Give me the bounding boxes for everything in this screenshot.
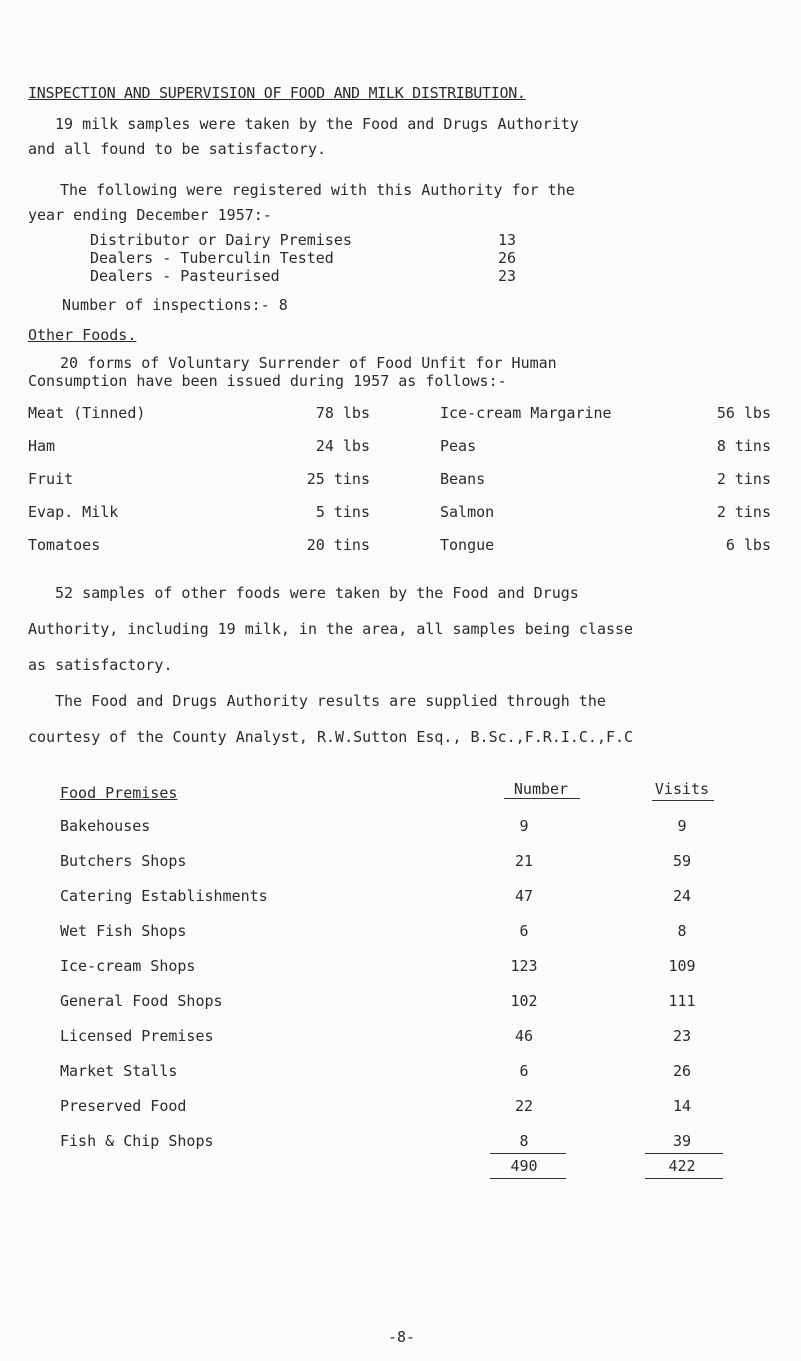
other-foods-heading: Other Foods.: [28, 326, 137, 344]
surrender-quantity: 20 tins: [306, 536, 370, 554]
samples-line-2: Authority, including 19 milk, in the area, all samples being classe: [28, 620, 634, 638]
registration-value: 26: [498, 249, 517, 267]
premises-visits: 8: [677, 922, 687, 940]
premises-number: 102: [510, 992, 538, 1010]
premises-visits: 39: [672, 1132, 692, 1150]
surrender-quantity: 2 tins: [716, 470, 771, 488]
premises-visits: 59: [672, 852, 692, 870]
header-underline: [652, 800, 714, 801]
premises-visits: 109: [668, 957, 696, 975]
premises-name: Bakehouses: [60, 817, 151, 835]
surrender-quantity: 78 lbs: [315, 404, 370, 422]
inspections-count: Number of inspections:- 8: [62, 296, 288, 314]
registration-label: Dealers - Pasteurised: [90, 267, 280, 285]
premises-number: 21: [514, 852, 534, 870]
column-header-number: Number: [513, 780, 569, 798]
registered-line-1: The following were registered with this Authority for the: [60, 181, 575, 199]
milk-samples-line-2: and all found to be satisfactory.: [28, 140, 327, 158]
registration-label: Dealers - Tuberculin Tested: [90, 249, 334, 267]
surrender-item: Tongue: [440, 536, 495, 554]
premises-number: 8: [519, 1132, 529, 1150]
surrender-item: Tomatoes: [28, 536, 101, 554]
total-rule-bottom: [490, 1178, 566, 1179]
surrender-quantity: 2 tins: [716, 503, 771, 521]
surrender-item: Fruit: [28, 470, 74, 488]
premises-name: Ice-cream Shops: [60, 957, 196, 975]
courtesy-line-2: courtesy of the County Analyst, R.W.Sutton Esq., B.Sc.,F.R.I.C.,F.C: [28, 728, 634, 746]
premises-name: Market Stalls: [60, 1062, 178, 1080]
surrender-item: Ham: [28, 437, 56, 455]
premises-name: Preserved Food: [60, 1097, 187, 1115]
surrender-item: Salmon: [440, 503, 495, 521]
premises-number: 9: [519, 817, 529, 835]
premises-number: 6: [519, 1062, 529, 1080]
premises-visits: 23: [672, 1027, 692, 1045]
column-header-visits: Visits: [654, 780, 710, 798]
premises-name: Licensed Premises: [60, 1027, 214, 1045]
total-visits: 422: [668, 1157, 696, 1175]
premises-visits: 14: [672, 1097, 692, 1115]
premises-number: 47: [514, 887, 534, 905]
premises-number: 6: [519, 922, 529, 940]
premises-number: 123: [510, 957, 538, 975]
surrender-quantity: 25 tins: [306, 470, 370, 488]
premises-number: 22: [514, 1097, 534, 1115]
surrender-quantity: 5 tins: [315, 503, 370, 521]
milk-samples-line-1: 19 milk samples were taken by the Food and Drugs Authority: [55, 115, 579, 133]
surrender-item: Ice-cream Margarine: [440, 404, 612, 422]
page-number: -8-: [388, 1328, 416, 1346]
surrender-item: Evap. Milk: [28, 503, 119, 521]
surrender-quantity: 24 lbs: [315, 437, 370, 455]
surrender-intro-line-2: Consumption have been issued during 1957 as follows:-: [28, 372, 507, 390]
premises-number: 46: [514, 1027, 534, 1045]
section-heading: INSPECTION AND SUPERVISION OF FOOD AND MILK DISTRIBUTION.: [28, 84, 526, 102]
surrender-intro-line-1: 20 forms of Voluntary Surrender of Food Unfit for Human: [60, 354, 557, 372]
premises-name: Butchers Shops: [60, 852, 187, 870]
total-number: 490: [510, 1157, 538, 1175]
premises-name: Catering Establishments: [60, 887, 268, 905]
courtesy-line-1: The Food and Drugs Authority results are supplied through the: [55, 692, 606, 710]
surrender-quantity: 6 lbs: [725, 536, 771, 554]
premises-name: Wet Fish Shops: [60, 922, 187, 940]
registration-value: 13: [498, 231, 517, 249]
premises-visits: 26: [672, 1062, 692, 1080]
premises-visits: 111: [668, 992, 696, 1010]
header-underline: [504, 798, 580, 799]
surrender-quantity: 8 tins: [716, 437, 771, 455]
surrender-item: Peas: [440, 437, 477, 455]
surrender-item: Meat (Tinned): [28, 404, 146, 422]
premises-visits: 24: [672, 887, 692, 905]
surrender-quantity: 56 lbs: [716, 404, 771, 422]
premises-name: General Food Shops: [60, 992, 223, 1010]
total-rule-top: [490, 1153, 566, 1154]
registration-value: 23: [498, 267, 517, 285]
registered-line-2: year ending December 1957:-: [28, 206, 272, 224]
registration-label: Distributor or Dairy Premises: [90, 231, 352, 249]
premises-visits: 9: [677, 817, 687, 835]
column-header-premises: Food Premises: [60, 784, 178, 802]
surrender-item: Beans: [440, 470, 486, 488]
total-rule-bottom: [645, 1178, 723, 1179]
samples-line-3: as satisfactory.: [28, 656, 173, 674]
total-rule-top: [645, 1153, 723, 1154]
premises-name: Fish & Chip Shops: [60, 1132, 214, 1150]
samples-line-1: 52 samples of other foods were taken by the Food and Drugs: [55, 584, 579, 602]
